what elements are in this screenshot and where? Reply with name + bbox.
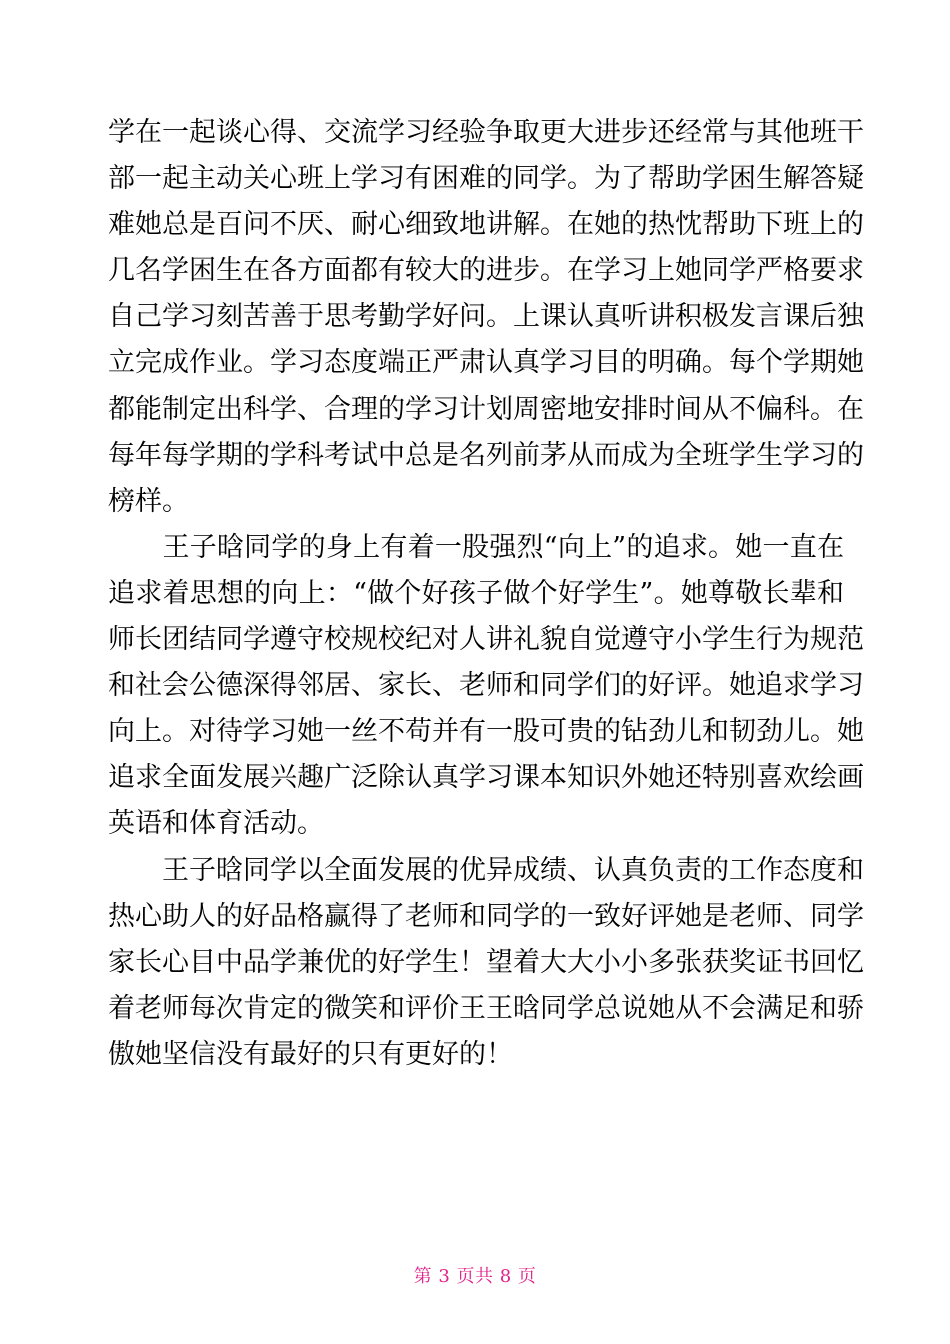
- text-line: 学在一起谈心得、交流学习经验争取更大进步还经常与其他班干: [108, 117, 864, 148]
- text-line: 追求全面发展兴趣广泛除认真学习课本知识外她还特别喜欢绘画: [108, 762, 864, 794]
- text-line: 着老师每次肯定的微笑和评价王王晗同学总说她从不会满足和骄: [108, 992, 864, 1024]
- text-line: 榜样。: [108, 485, 189, 517]
- text-line: 立完成作业。学习态度端正严肃认真学习目的明确。每个学期她: [108, 347, 864, 379]
- text-line: 师长团结同学遵守校规校纪对人讲礼貌自觉遵守小学生行为规范: [108, 624, 864, 656]
- text-line: 向上。对待学习她一丝不苟并有一股可贵的钻劲儿和韧劲儿。她: [108, 716, 864, 748]
- text-line: 和社会公德深得邻居、家长、老师和同学们的好评。她追求学习: [108, 670, 864, 702]
- paragraph-start-line: 王子晗同学的身上有着一股强烈“向上”的追求。她一直在: [108, 531, 844, 563]
- text-line: 难她总是百问不厌、耐心细致地讲解。在她的热忱帮助下班上的: [108, 209, 864, 241]
- text-line: 追求着思想的向上：“做个好孩子做个好学生”。她尊敬长辈和: [108, 577, 844, 609]
- text-line: 英语和体育活动。: [108, 808, 324, 840]
- text-line: 部一起主动关心班上学习有困难的同学。为了帮助学困生解答疑: [108, 163, 864, 195]
- text-line: 热心助人的好品格赢得了老师和同学的一致好评她是老师、同学: [108, 900, 864, 932]
- text-line: 自己学习刻苦善于思考勤学好问。上课认真听讲积极发言课后独: [108, 301, 864, 333]
- text-line: 每年每学期的学科考试中总是名列前茅从而成为全班学生学习的: [108, 439, 864, 471]
- page-number-footer: 第 3 页共 8 页: [413, 1266, 537, 1287]
- text-line: 几名学困生在各方面都有较大的进步。在学习上她同学严格要求: [108, 255, 864, 287]
- text-line: 都能制定出科学、合理的学习计划周密地安排时间从不偏科。在: [108, 393, 864, 425]
- text-line: 家长心目中品学兼优的好学生！望着大大小小多张获奖证书回忆: [108, 946, 864, 978]
- document-body: [108, 110, 864, 1078]
- paragraph-start-line: 王子晗同学以全面发展的优异成绩、认真负责的工作态度和: [108, 854, 864, 886]
- text-line: 傲她坚信没有最好的只有更好的！: [108, 1038, 513, 1070]
